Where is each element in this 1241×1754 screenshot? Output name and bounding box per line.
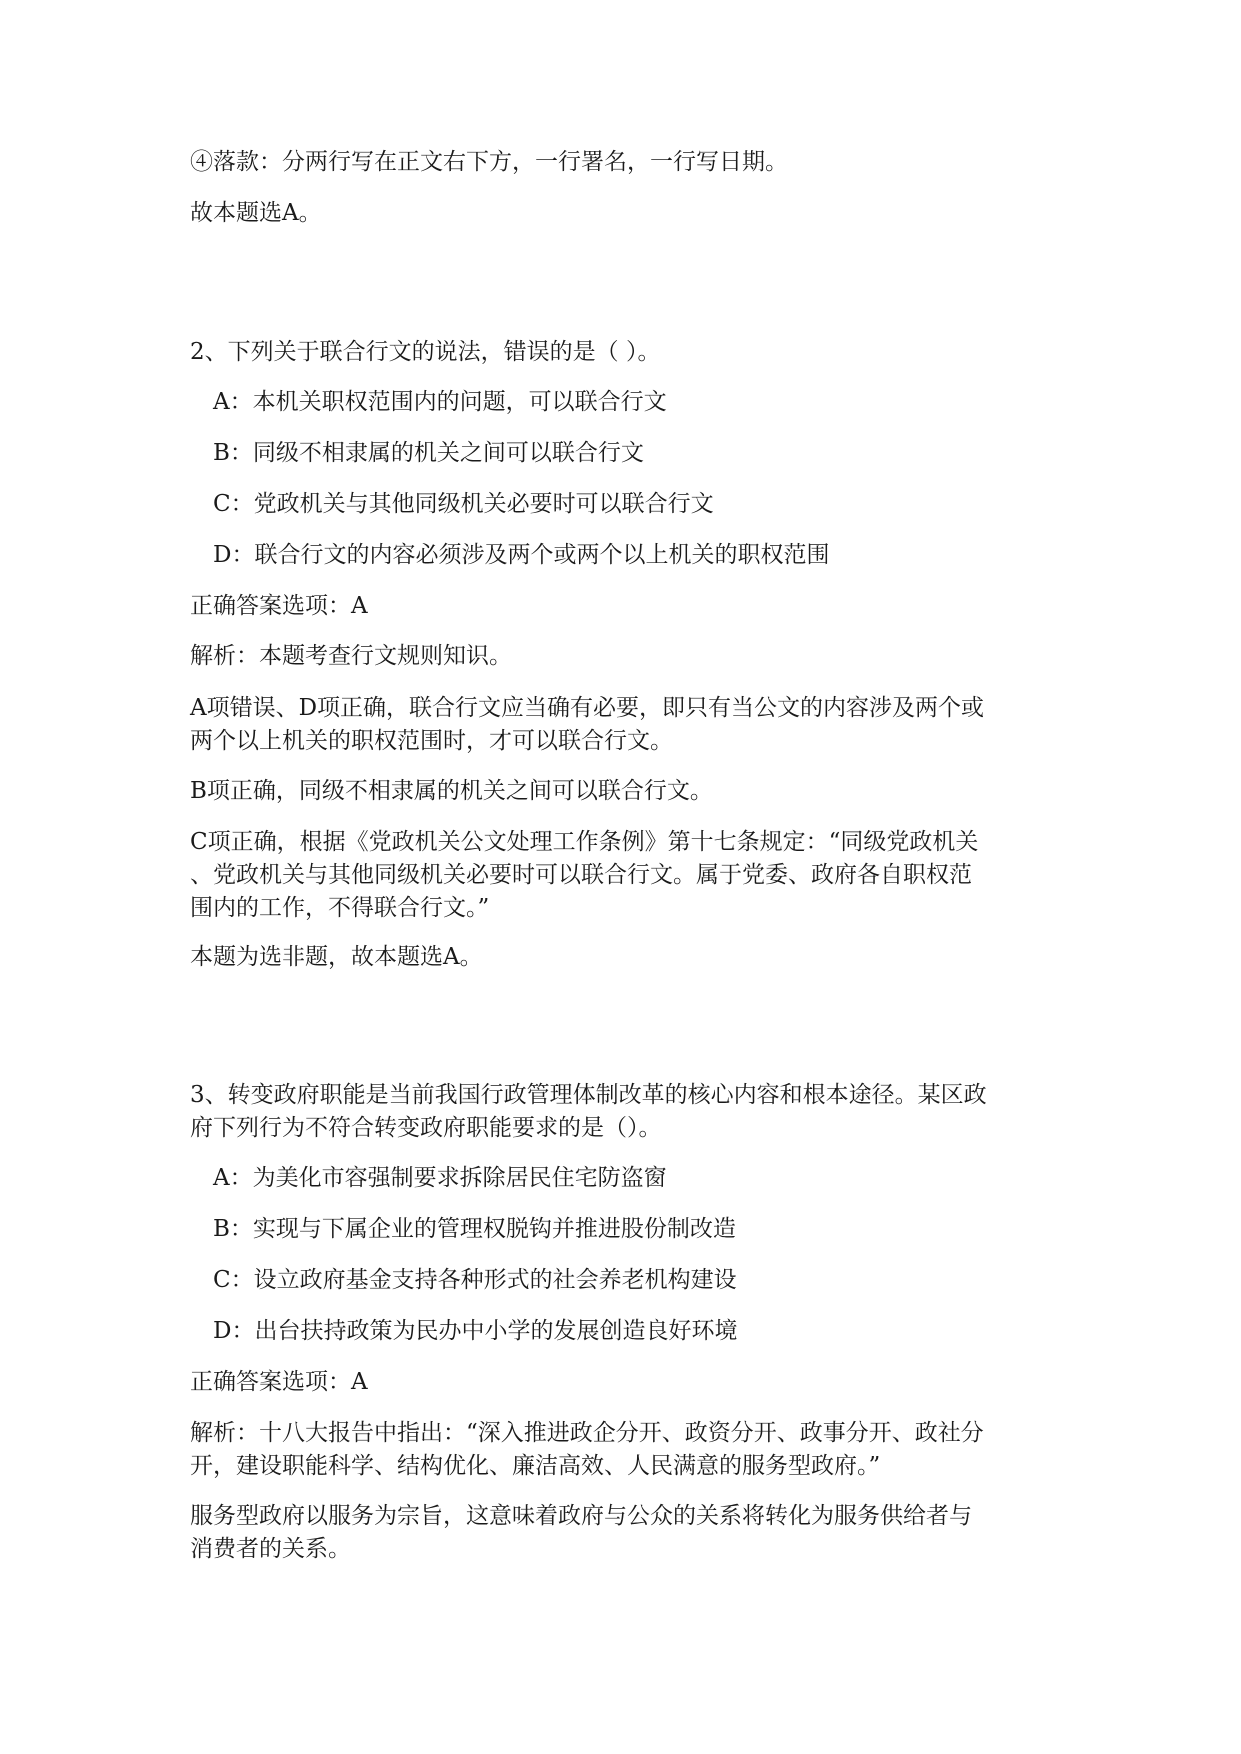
q3-analysis-line-1: 解析：十八大报告中指出：“深入推进政企分开、政资分开、政事分开、政社分 — [190, 1420, 984, 1446]
q3-analysis — [190, 1417, 1080, 1483]
q2-paragraph-3-line-2: 、党政机关与其他同级机关必要时可以联合行文。属于党委、政府各自职权范 — [190, 862, 972, 888]
q2-paragraph-2: B项正确，同级不相隶属的机关之间可以联合行文。 — [190, 778, 713, 804]
q3-paragraph-1-line-2: 消费者的关系。 — [190, 1536, 351, 1562]
q2-question: 2、下列关于联合行文的说法，错误的是（ ）。 — [190, 339, 661, 365]
q3-option-a: A：为美化市容强制要求拆除居民住宅防盗窗 — [213, 1165, 667, 1191]
q2-paragraph-3-line-3: 围内的工作，不得联合行文。” — [190, 895, 490, 921]
q3-analysis-line-2: 开，建设职能科学、结构优化、廉洁高效、人民满意的服务型政府。” — [190, 1453, 881, 1479]
q3-paragraph-1-line-1: 服务型政府以服务为宗旨，这意味着政府与公众的关系将转化为服务供给者与 — [190, 1503, 972, 1529]
q2-paragraph-1 — [190, 692, 1080, 758]
q2-analysis: 解析：本题考查行文规则知识。 — [190, 643, 512, 669]
q2-paragraph-1-line-1: A项错误、D项正确，联合行文应当确有必要，即只有当公文的内容涉及两个或 — [190, 695, 985, 721]
q3-question-line-1: 3、转变政府职能是当前我国行政管理体制改革的核心内容和根本途径。某区政 — [190, 1082, 987, 1108]
q2-answer: 正确答案选项：A — [190, 593, 368, 619]
q2-conclusion: 本题为选非题，故本题选A。 — [190, 944, 483, 970]
q2-paragraph-3-line-1: C项正确，根据《党政机关公文处理工作条例》第十七条规定：“同级党政机关 — [190, 829, 979, 855]
q3-question-line-2: 府下列行为不符合转变政府职能要求的是（）。 — [190, 1115, 662, 1141]
q3-option-b: B：实现与下属企业的管理权脱钩并推进股份制改造 — [213, 1216, 736, 1242]
q3-answer: 正确答案选项：A — [190, 1369, 368, 1395]
q3-question — [190, 1079, 1080, 1145]
q2-option-b: B：同级不相隶属的机关之间可以联合行文 — [213, 440, 644, 466]
q2-option-c: C：党政机关与其他同级机关必要时可以联合行文 — [213, 491, 714, 517]
q2-option-a: A：本机关职权范围内的问题，可以联合行文 — [213, 389, 667, 415]
q1-closing-line: ④落款：分两行写在正文右下方，一行署名，一行写日期。 — [190, 149, 788, 175]
q3-option-c: C：设立政府基金支持各种形式的社会养老机构建设 — [213, 1267, 737, 1293]
q2-option-d: D：联合行文的内容必须涉及两个或两个以上机关的职权范围 — [213, 542, 830, 568]
q2-paragraph-3 — [190, 826, 1080, 925]
q3-option-d: D：出台扶持政策为民办中小学的发展创造良好环境 — [213, 1318, 738, 1344]
q3-paragraph-1 — [190, 1500, 1080, 1566]
q1-conclusion: 故本题选A。 — [190, 200, 322, 226]
q2-paragraph-1-line-2: 两个以上机关的职权范围时，才可以联合行文。 — [190, 728, 673, 754]
